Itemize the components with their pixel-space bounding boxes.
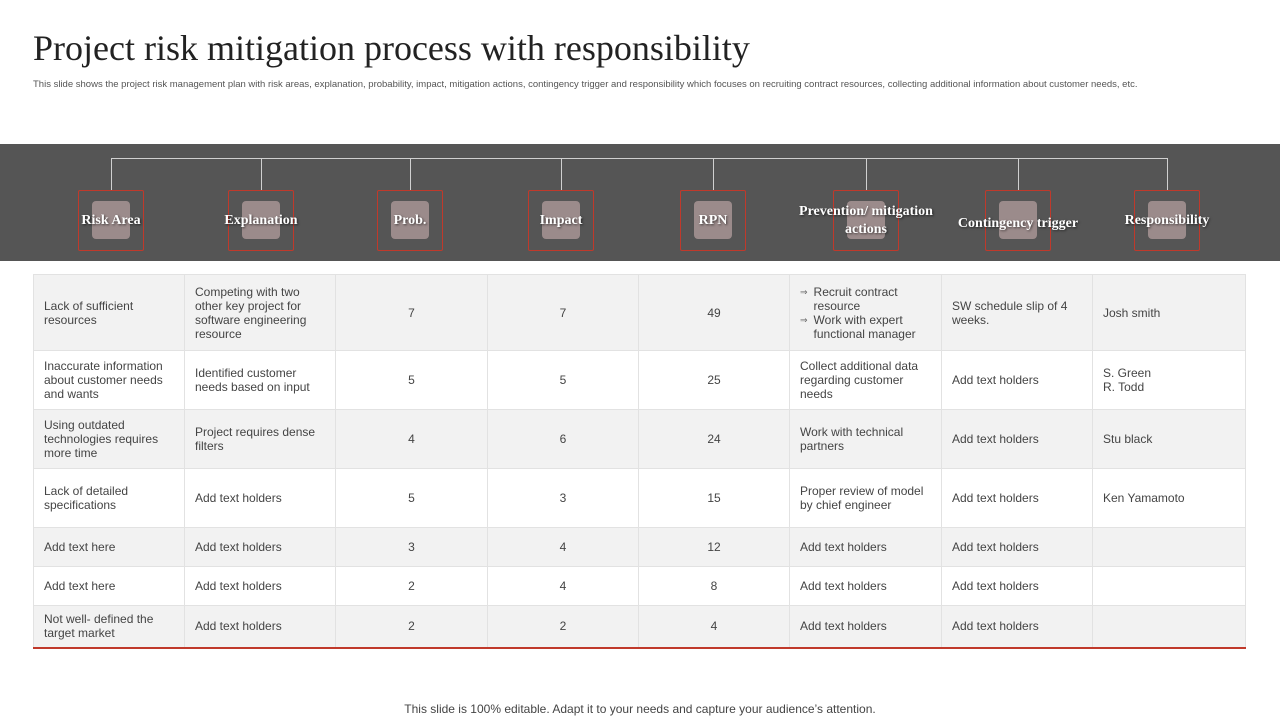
impact-cell: 7: [488, 275, 639, 351]
risk-area-cell: Lack of sufficient resources: [34, 275, 185, 351]
risk-area-cell: Add text here: [34, 528, 185, 567]
contingency-trigger-cell: Add text holders: [942, 410, 1093, 469]
table-row: [34, 410, 1246, 469]
arrow-bullet-icon: ⇒: [800, 314, 808, 325]
impact-cell: 4: [488, 567, 639, 606]
impact-cell: 5: [488, 351, 639, 410]
impact-cell: 3: [488, 469, 639, 528]
contingency-trigger-cell: Add text holders: [942, 528, 1093, 567]
risk-area-cell: Not well- defined the target market: [34, 606, 185, 648]
rpn-cell: 24: [639, 410, 790, 469]
responsibility-cell: [1093, 567, 1246, 606]
risk-table: [33, 274, 1246, 649]
rpn-cell: 8: [639, 567, 790, 606]
rpn-cell: 15: [639, 469, 790, 528]
column-header-label: Prevention/ mitigation actions: [799, 203, 933, 237]
table-row: [34, 567, 1246, 606]
table-row: [34, 469, 1246, 528]
connector-drop: [713, 158, 714, 191]
probability-cell: 3: [336, 528, 488, 567]
table-row: [34, 351, 1246, 410]
responsibility-cell: [1093, 606, 1246, 648]
responsibility-cell: Ken Yamamoto: [1093, 469, 1246, 528]
arrow-bullet-icon: ⇒: [800, 286, 808, 297]
connector-line: [111, 158, 1168, 159]
mitigation-cell: Add text holders: [790, 567, 942, 606]
connector-drop: [1167, 158, 1168, 191]
responsibility-cell: S. Green R. Todd: [1093, 351, 1246, 410]
mitigation-cell: Collect additional data regarding customer needs: [790, 351, 942, 410]
connector-drop: [261, 158, 262, 191]
column-header-label: RPN: [698, 212, 728, 228]
connector-drop: [410, 158, 411, 191]
mitigation-cell: Add text holders: [790, 606, 942, 648]
probability-cell: 7: [336, 275, 488, 351]
connector-drop: [111, 158, 112, 191]
rpn-cell: 49: [639, 275, 790, 351]
contingency-trigger-cell: Add text holders: [942, 351, 1093, 410]
table-row: [34, 606, 1246, 648]
rpn-cell: 12: [639, 528, 790, 567]
mitigation-cell: [790, 275, 942, 351]
contingency-trigger-cell: Add text holders: [942, 606, 1093, 648]
explanation-cell: Identified customer needs based on input: [185, 351, 336, 410]
connector-drop: [1018, 158, 1019, 191]
explanation-cell: Add text holders: [185, 567, 336, 606]
impact-cell: 4: [488, 528, 639, 567]
probability-cell: 5: [336, 351, 488, 410]
explanation-cell: Add text holders: [185, 469, 336, 528]
rpn-cell: 25: [639, 351, 790, 410]
column-header-label: Risk Area: [81, 212, 141, 228]
risk-area-cell: Lack of detailed specifications: [34, 469, 185, 528]
risk-area-cell: Add text here: [34, 567, 185, 606]
rpn-cell: 4: [639, 606, 790, 648]
contingency-trigger-cell: Add text holders: [942, 567, 1093, 606]
mitigation-cell: Work with technical partners: [790, 410, 942, 469]
column-header-label: Explanation: [224, 212, 298, 228]
contingency-trigger-cell: Add text holders: [942, 469, 1093, 528]
responsibility-cell: [1093, 528, 1246, 567]
risk-area-cell: Using outdated technologies requires more time: [34, 410, 185, 469]
impact-cell: 6: [488, 410, 639, 469]
mitigation-bullet-text: Work with expert functional manager: [813, 312, 916, 341]
contingency-trigger-cell: SW schedule slip of 4 weeks.: [942, 275, 1093, 351]
impact-cell: 2: [488, 606, 639, 648]
connector-drop: [866, 158, 867, 191]
mitigation-bullet: [800, 313, 931, 341]
mitigation-cell: Proper review of model by chief engineer: [790, 469, 942, 528]
risk-area-cell: Inaccurate information about customer needs and wants: [34, 351, 185, 410]
mitigation-bullet: [800, 285, 931, 313]
footer-note: This slide is 100% editable. Adapt it to your needs and capture your audience’s attention.: [404, 702, 876, 716]
column-header-label: Prob.: [393, 212, 427, 228]
probability-cell: 5: [336, 469, 488, 528]
connector-drop: [561, 158, 562, 191]
explanation-cell: Project requires dense filters: [185, 410, 336, 469]
responsibility-cell: Josh smith: [1093, 275, 1246, 351]
explanation-cell: Add text holders: [185, 528, 336, 567]
page-title: Project risk mitigation process with responsibility: [33, 28, 750, 68]
explanation-cell: Add text holders: [185, 606, 336, 648]
mitigation-bullet-text: Recruit contract resource: [813, 284, 898, 313]
explanation-cell: Competing with two other key project for software engineering resource: [185, 275, 336, 351]
column-header-label: Impact: [539, 212, 583, 228]
column-header-label: Contingency trigger: [957, 215, 1079, 231]
probability-cell: 2: [336, 606, 488, 648]
mitigation-cell: Add text holders: [790, 528, 942, 567]
responsibility-cell: Stu black: [1093, 410, 1246, 469]
page-subtitle: This slide shows the project risk management plan with risk areas, explanation, probability, impact, mitigation actions, contingency trigger and responsibility which focuses on recruiting contract resources, collecting additional information about customer needs, etc.: [33, 79, 1138, 90]
table-row: [34, 275, 1246, 351]
probability-cell: 2: [336, 567, 488, 606]
probability-cell: 4: [336, 410, 488, 469]
column-header-label: Responsibility: [1124, 212, 1210, 228]
table-row: [34, 528, 1246, 567]
